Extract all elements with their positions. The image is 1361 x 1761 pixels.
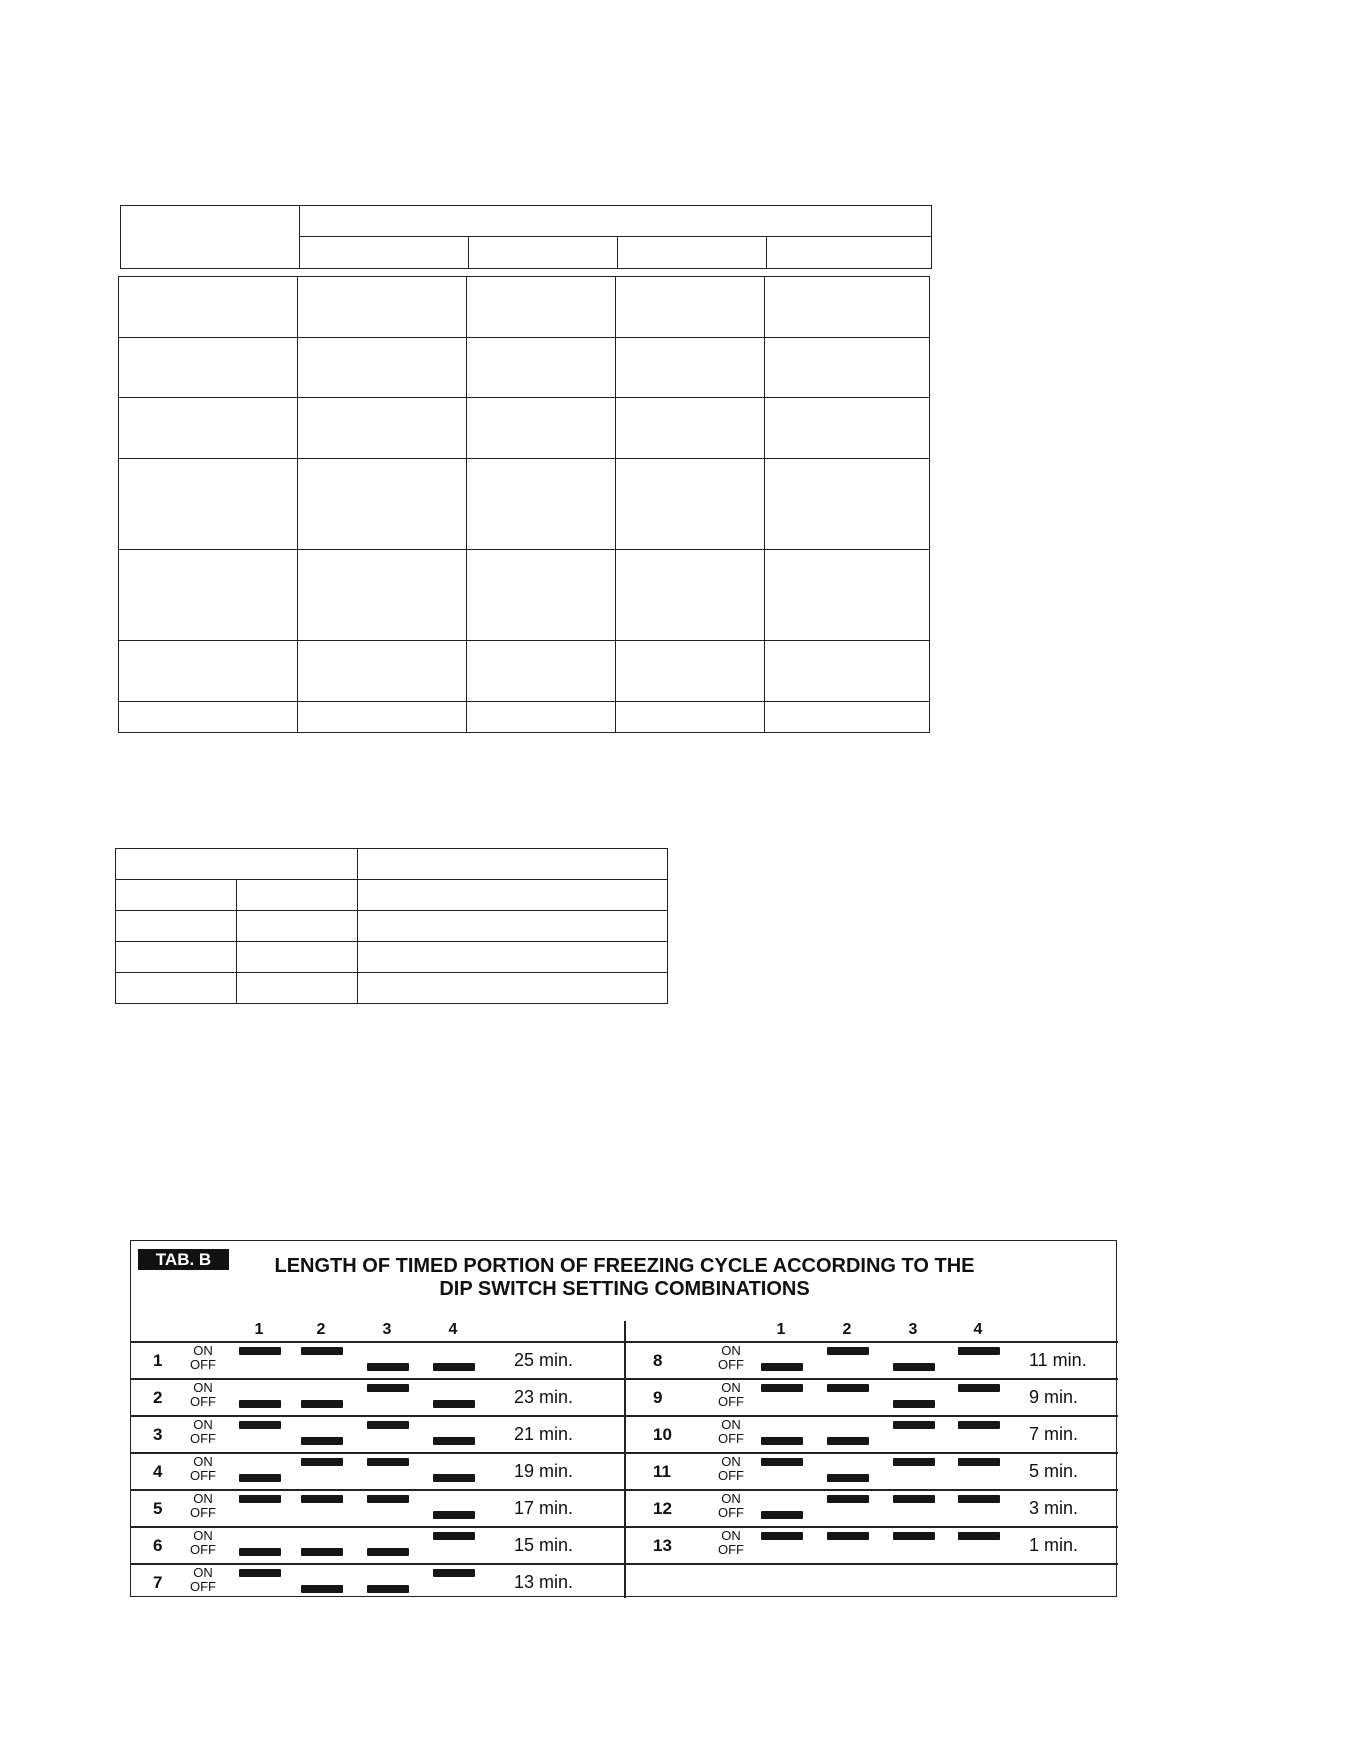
off-label: OFF: [190, 1505, 216, 1520]
tab-b-title-line-2: DIP SWITCH SETTING COMBINATIONS: [439, 1278, 810, 1300]
dip-switch-4-on: [958, 1495, 1000, 1503]
switch-number-header: 1: [776, 1321, 786, 1338]
on-label: ON: [193, 1528, 213, 1543]
off-label: OFF: [718, 1431, 744, 1446]
off-label: OFF: [718, 1505, 744, 1520]
on-label: ON: [193, 1565, 213, 1580]
off-label: OFF: [190, 1357, 216, 1372]
tab-b-figure: [130, 1240, 1117, 1597]
combination-number: 9: [653, 1388, 663, 1407]
tab-b-title-line-1: LENGTH OF TIMED PORTION OF FREEZING CYCLE ACCORDING TO THE: [274, 1255, 975, 1277]
combination-number: 3: [153, 1425, 163, 1444]
cycle-time: 3 min.: [1029, 1498, 1079, 1518]
dip-switch-3-on: [893, 1458, 935, 1466]
switch-number-header: 1: [254, 1321, 264, 1338]
cycle-time: 7 min.: [1029, 1424, 1079, 1444]
dip-switch-3-off: [367, 1585, 409, 1593]
dip-switch-2-on: [827, 1495, 869, 1503]
off-label: OFF: [190, 1468, 216, 1483]
header-cell: [618, 237, 767, 269]
cycle-time: 17 min.: [514, 1498, 574, 1518]
dip-switch-3-on: [893, 1532, 935, 1540]
on-label: ON: [193, 1491, 213, 1506]
upper-table-header: [120, 205, 932, 269]
dip-switch-4-on: [433, 1532, 475, 1540]
switch-number-header: 4: [973, 1321, 983, 1338]
combination-number: 1: [153, 1351, 163, 1370]
on-label: ON: [193, 1343, 213, 1358]
cycle-time: 23 min.: [514, 1387, 574, 1407]
dip-switch-4-off: [433, 1511, 475, 1519]
header-cell: [767, 237, 932, 269]
on-label: ON: [721, 1343, 741, 1358]
dip-switch-2-on: [827, 1347, 869, 1355]
dip-switch-4-off: [433, 1437, 475, 1445]
dip-switch-1-on: [761, 1384, 803, 1392]
off-label: OFF: [718, 1468, 744, 1483]
dip-switch-2-off: [827, 1474, 869, 1482]
dip-switch-1-on: [239, 1495, 281, 1503]
dip-switch-3-on: [367, 1495, 409, 1503]
dip-switch-1-on: [239, 1569, 281, 1577]
dip-switch-3-on: [367, 1384, 409, 1392]
combination-number: 7: [153, 1573, 163, 1592]
dip-switch-1-on: [239, 1347, 281, 1355]
dip-switch-2-off: [301, 1437, 343, 1445]
cycle-time: 13 min.: [514, 1572, 574, 1592]
row-separator: [626, 1378, 1118, 1380]
dip-switch-1-on: [239, 1421, 281, 1429]
dip-switch-4-off: [433, 1400, 475, 1408]
on-label: ON: [721, 1380, 741, 1395]
cycle-time: 15 min.: [514, 1535, 574, 1555]
dip-switch-4-on: [958, 1347, 1000, 1355]
dip-switch-1-off: [761, 1363, 803, 1371]
dip-switch-1-off: [239, 1548, 281, 1556]
dip-switch-1-on: [761, 1458, 803, 1466]
dip-switch-4-off: [433, 1474, 475, 1482]
dip-switch-4-on: [958, 1532, 1000, 1540]
combination-number: 2: [153, 1388, 163, 1407]
middle-table: [115, 848, 668, 1004]
dip-switch-3-on: [367, 1458, 409, 1466]
dip-switch-4-on: [958, 1458, 1000, 1466]
dip-switch-3-on: [367, 1421, 409, 1429]
off-label: OFF: [190, 1394, 216, 1409]
row-separator: [626, 1415, 1118, 1417]
dip-switch-2-on: [301, 1347, 343, 1355]
row-separator: [626, 1452, 1118, 1454]
column-divider: [624, 1321, 626, 1598]
combination-number: 4: [153, 1462, 163, 1481]
dip-switch-2-on: [827, 1384, 869, 1392]
switch-number-header: 2: [842, 1321, 852, 1338]
row-separator: [626, 1563, 1118, 1565]
cycle-time: 9 min.: [1029, 1387, 1079, 1407]
dip-switch-3-on: [893, 1495, 935, 1503]
off-label: OFF: [718, 1542, 744, 1557]
on-label: ON: [721, 1417, 741, 1432]
header-cell: [469, 237, 618, 269]
cycle-time: 25 min.: [514, 1350, 574, 1370]
dip-switch-4-on: [958, 1384, 1000, 1392]
dip-switch-4-off: [433, 1363, 475, 1371]
cycle-time: 19 min.: [514, 1461, 574, 1481]
dip-switch-2-off: [301, 1548, 343, 1556]
combination-number: 12: [653, 1499, 672, 1518]
upper-table-body: [118, 276, 930, 733]
dip-switch-3-off: [893, 1363, 935, 1371]
off-label: OFF: [718, 1394, 744, 1409]
dip-switch-2-off: [301, 1400, 343, 1408]
header-cell: [300, 206, 932, 237]
on-label: ON: [193, 1454, 213, 1469]
dip-switch-2-on: [301, 1458, 343, 1466]
off-label: OFF: [190, 1542, 216, 1557]
dip-switch-1-on: [761, 1532, 803, 1540]
dip-switch-2-on: [827, 1532, 869, 1540]
switch-number-header: 3: [908, 1321, 918, 1338]
row-separator: [626, 1526, 1118, 1528]
switch-number-header: 4: [448, 1321, 458, 1338]
header-cell: [121, 206, 300, 269]
cycle-time: 11 min.: [1029, 1350, 1087, 1370]
switch-number-header: 2: [316, 1321, 326, 1338]
dip-switch-3-off: [367, 1548, 409, 1556]
dip-switch-4-on: [433, 1569, 475, 1577]
combination-number: 13: [653, 1536, 672, 1555]
dip-switch-2-off: [827, 1437, 869, 1445]
dip-switch-2-off: [301, 1585, 343, 1593]
on-label: ON: [721, 1454, 741, 1469]
dip-switch-3-off: [893, 1400, 935, 1408]
header-cell: [300, 237, 469, 269]
on-label: ON: [721, 1491, 741, 1506]
on-label: ON: [721, 1528, 741, 1543]
dip-switch-3-on: [893, 1421, 935, 1429]
combination-number: 11: [653, 1462, 671, 1481]
dip-switch-3-off: [367, 1363, 409, 1371]
dip-switch-4-on: [958, 1421, 1000, 1429]
dip-switch-1-off: [761, 1511, 803, 1519]
tab-b-badge: TAB. B: [138, 1249, 229, 1270]
switch-number-header: 3: [382, 1321, 392, 1338]
on-label: ON: [193, 1417, 213, 1432]
off-label: OFF: [190, 1579, 216, 1594]
combination-number: 5: [153, 1499, 163, 1518]
cycle-time: 5 min.: [1029, 1461, 1079, 1481]
cycle-time: 1 min.: [1029, 1535, 1079, 1555]
cycle-time: 21 min.: [514, 1424, 574, 1444]
off-label: OFF: [718, 1357, 744, 1372]
on-label: ON: [193, 1380, 213, 1395]
row-separator: [626, 1489, 1118, 1491]
dip-switch-1-off: [239, 1474, 281, 1482]
dip-switch-1-off: [761, 1437, 803, 1445]
combination-number: 8: [653, 1351, 663, 1370]
off-label: OFF: [190, 1431, 216, 1446]
dip-switch-2-on: [301, 1495, 343, 1503]
combination-number: 6: [153, 1536, 163, 1555]
dip-switch-1-off: [239, 1400, 281, 1408]
row-separator: [626, 1341, 1118, 1343]
combination-number: 10: [653, 1425, 672, 1444]
